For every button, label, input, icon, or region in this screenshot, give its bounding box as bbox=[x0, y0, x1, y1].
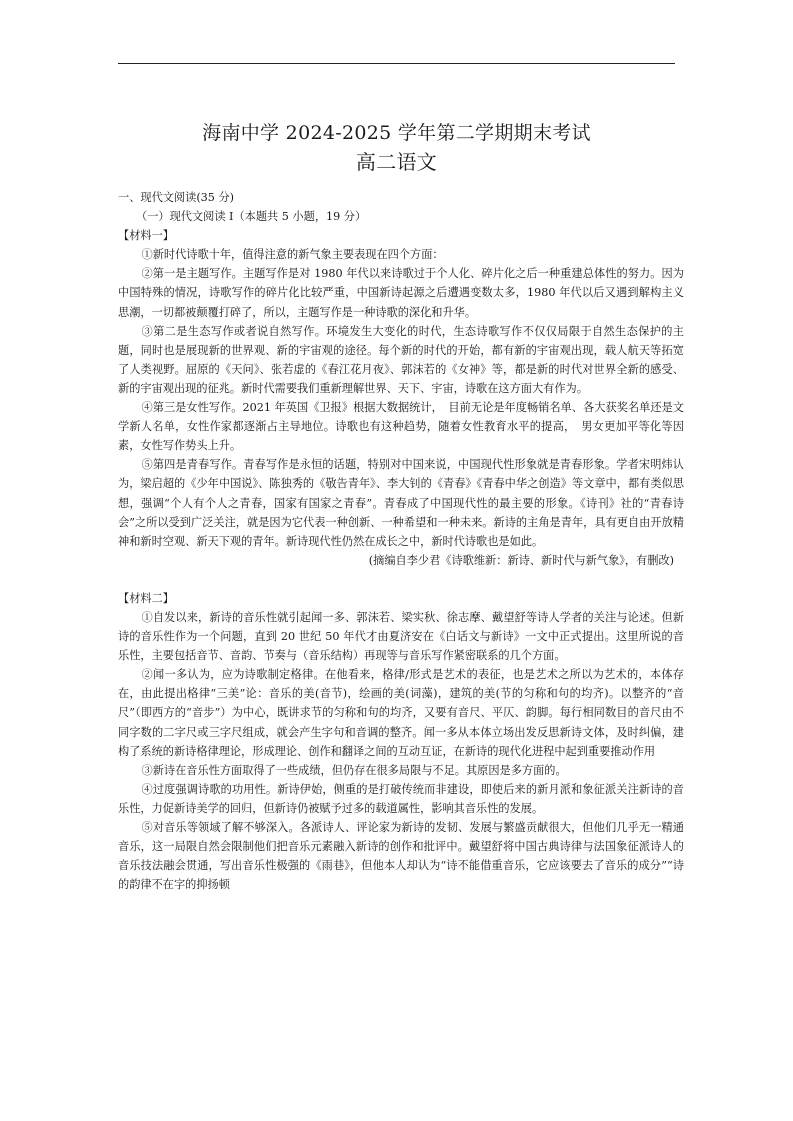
material2-paragraph: ⑤对音乐等领域了解不够深入。各派诗人、评论家为新诗的发韧、发展与繁盛贡献很大，但他们几乎无一精通音乐，这一局限自然会限制他们把音乐元素融入新诗的创作和批评中。戴望舒将中国古典诗律与法国象征派诗人的音乐技法融会贯通，写出音乐性极强的《雨巷》，但他本人却认为“诗不能借重音乐，它应该要去了音乐的成分”“诗的韵律不在字的抑扬顿 bbox=[118, 821, 684, 892]
exam-title: 海南中学 2024-2025 学年第二学期期末考试 bbox=[202, 122, 591, 144]
material1-label: 【材料一】 bbox=[118, 229, 174, 243]
material1-paragraph: ④第三是女性写作。2021 年英国《卫报》根据大数据统计， 目前无论是年度畅销名单、各大获奖名单还是文学新人名单，女性作家都逐渐占主导地位。诗歌也有这种趋势，随着女性教育水平的提高， 男女更加平等化等因素，女性写作势头上升。 bbox=[118, 401, 684, 453]
material1-source: (摘编自李少君《诗歌维新：新诗、新时代与新气象》，有删改) bbox=[368, 553, 674, 567]
material2-paragraph: ③新诗在音乐性方面取得了一些成绩，但仍存在很多局限与不足。其原因是多方面的。 bbox=[141, 763, 567, 777]
material1-paragraph: ⑤第四是青春写作。青春写作是永恒的话题，特别对中国来说，中国现代性形象就是青春形象。学者宋明炜认为，梁启超的《少年中国说》、陈独秀的《敬告青年》、李大钊的《青春》《青春中华之创造》等文章中，都有类似思想，强调“个人有个人之青春，国家有国家之青春”。青春成了中国现代性的最主要的形象。《诗刊》社的“青春诗会”之所以受到广泛关注，就是因为它代表一种创新、一种希望和一种未来。新诗的主角是青年，具有更自由开放精神和新时空观、新天下观的青年。新诗现代性仍然在成长之中，新时代诗歌也是如此。 bbox=[118, 458, 684, 548]
material1-paragraph: ③第二是生态写作或者说自然写作。环境发生大变化的时代，生态诗歌写作不仅仅局限于自然生态保护的主题，同时也是展现新的世界观、新的宇宙观的途径。每个新的时代的开始，都有新的宇宙观出现，载人航天等拓宽了人类视野。屈原的《天问》、张若虚的《春江花月夜》、郭沫若的《女神》等，都是新的时代对世界全新的感受、新的宇宙观出现的征兆。新时代需要我们重新理解世界、天下、宇宙，诗歌在这方面大有作为。 bbox=[118, 324, 684, 395]
material2-paragraph: ②闻一多认为，应为诗歌制定格律。在他看来，格律/形式是艺术的表征，也是艺术之所以为艺术的，本体存在，由此提出格律“三美”论：音乐的美(音节)，绘画的美(词藻)，建筑的美(节的匀称和句的均齐)。以整齐的“音尺”（即西方的“音步”）为中心，既讲求节的匀称和句的均齐，又要有音尺、平仄、韵脚。每行相同数目的音尺由不同字数的二字尺或三字尺组成，就会产生字句和音调的整齐。闻一多从本体立场出发反思新诗文体，及时纠偏，建构了系统的新诗格律理论，形成理论、创作和翻译之间的互动互证，在新诗的现代化进程中起到重要推动作用 bbox=[118, 668, 684, 758]
header-rule bbox=[118, 63, 675, 64]
subsection-heading: （一）现代文阅读 I（本题共 5 小题，19 分） bbox=[136, 210, 367, 224]
material2-paragraph: ①自发以来，新诗的音乐性就引起闻一多、郭沫若、梁实秋、徐志摩、戴望舒等诗人学者的关注与论述。但新诗的音乐性作为一个问题，直到 20 世纪 50 年代才由夏济安在《白话文与新诗》一文中正式提出。这里所说的音乐性，主要包括音节、音韵、节奏与（音乐结构）再现等与音乐写作紧密联系的几个方面。 bbox=[118, 610, 684, 663]
material1-paragraph: ①新时代诗歌十年，值得注意的新气象主要表现在四个方面： bbox=[141, 248, 444, 262]
exam-content bbox=[118, 188, 684, 894]
subject-title: 高二语文 bbox=[355, 150, 438, 174]
material2-label: 【材料二】 bbox=[118, 591, 174, 605]
section-heading: 一、现代文阅读(35 分) bbox=[118, 191, 235, 204]
spacer bbox=[118, 570, 684, 589]
material2-paragraph: ④过度强调诗歌的功用性。新诗伊始，侧重的是打破传统而非建设，即使后来的新月派和象征派关注新诗的音乐性，力促新诗美学的回归，但新诗仍被赋予过多的载道属性，影响其音乐性的发展。 bbox=[118, 782, 684, 815]
material1-paragraph: ②第一是主题写作。主题写作是对 1980 年代以来诗歌过于个人化、碎片化之后一种重建总体性的努力。因为中国特殊的情况，诗歌写作的碎片化比较严重，中国新诗起源之后遭遇变数太多，1980 年代以后又遇到解构主义思潮，一切都被颠覆打碎了，所以，主题写作是一种诗歌的深化和升华。 bbox=[118, 267, 684, 319]
